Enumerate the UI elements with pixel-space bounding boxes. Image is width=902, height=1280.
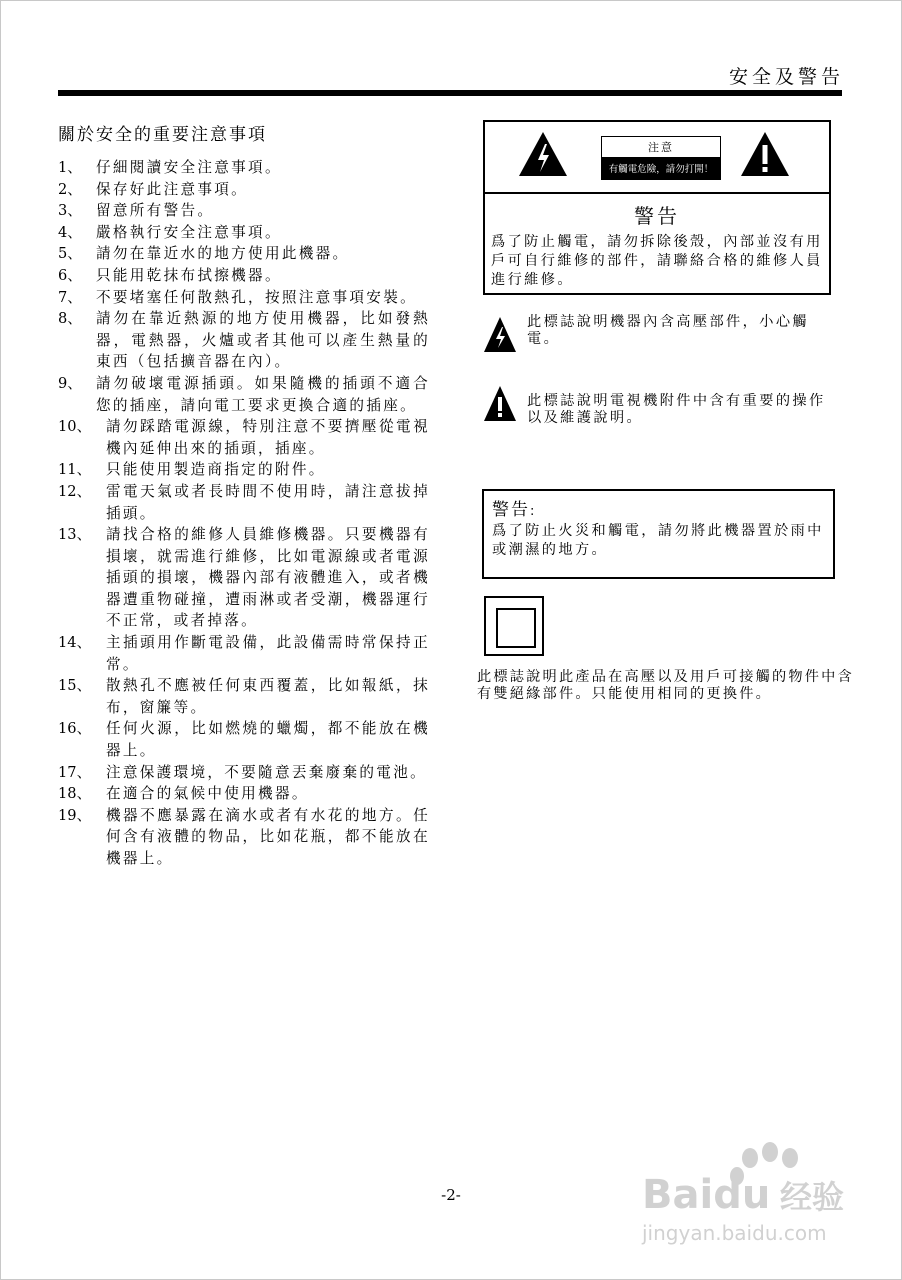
watermark-cn: 经验 [780, 1178, 845, 1216]
item-number: 12、 [58, 482, 92, 500]
list-item [58, 222, 430, 244]
list-item [58, 179, 430, 201]
item-text: 請勿在靠近水的地方使用此機器。 [96, 245, 350, 263]
list-item [58, 805, 430, 870]
list-item [58, 308, 430, 373]
warning-heading: 警告 [634, 204, 680, 228]
item-text: 只能使用製造商指定的附件。 [106, 461, 326, 479]
list-item [58, 481, 430, 524]
item-text: 任何火源，比如燃燒的蠟燭，都不能放在機器上。 [106, 720, 430, 760]
item-text: 請勿在靠近熱源的地方使用機器，比如發熱器，電熱器，火爐或者其他可以產生熱量的東西（包括擴音器在內）。 [96, 310, 430, 371]
item-number: 9、 [58, 374, 82, 392]
caution-label-subtitle: 有觸電危險，請勿打開！ [602, 157, 720, 179]
item-number: 19、 [58, 806, 92, 824]
list-item [58, 524, 430, 632]
list-item [58, 243, 430, 265]
watermark-brand: Baidu [642, 1172, 771, 1218]
watermark-url: jingyan.baidu.com [642, 1221, 827, 1245]
list-item [58, 632, 430, 675]
lightning-triangle-icon [517, 130, 569, 178]
item-number: 4、 [58, 223, 82, 241]
item-text: 主插頭用作斷電設備，此設備需時常保持正常。 [106, 634, 430, 673]
item-text: 請找合格的維修人員維修機器。只要機器有損壞，就需進行維修，比如電源線或者電源插頭的損壞，機器內部有液體進入，或者機器遭重物碰撞，遭雨淋或者受潮，機器運行不正常，或者掉落。 [106, 526, 430, 630]
list-item [58, 373, 430, 416]
item-number: 13、 [58, 526, 92, 544]
shock-warning-box [483, 120, 831, 295]
list-item [58, 200, 430, 222]
double-insulation-text: 此標誌說明此產品在高壓以及用戶可接觸的物件中含有雙絕緣部件。只能使用相同的更換件。 [477, 669, 854, 702]
item-text: 留意所有警告。 [96, 202, 215, 220]
list-item [58, 157, 430, 179]
list-item [58, 416, 430, 459]
list-item [58, 783, 430, 805]
item-number: 7、 [58, 288, 82, 306]
exclamation-symbol-note [483, 383, 841, 427]
page-header-title: 安全及警告 [728, 66, 844, 88]
item-text: 不要堵塞任何散熱孔，按照注意事項安裝。 [96, 288, 417, 306]
lightning-triangle-icon [483, 316, 517, 354]
item-number: 6、 [58, 266, 82, 284]
list-item [58, 287, 430, 309]
caution-heading-colon: : [530, 504, 537, 519]
warning-symbols-row [485, 122, 829, 194]
item-text: 請勿破壞電源插頭。如果隨機的插頭不適合您的插座，請向電工要求更換合適的插座。 [96, 374, 430, 414]
item-text: 只能用乾抹布拭擦機器。 [96, 266, 282, 284]
lightning-symbol-note [483, 314, 841, 358]
double-insulation-icon [484, 596, 544, 656]
item-text: 仔細閱讀安全注意事項。 [96, 159, 282, 176]
fire-caution-box [482, 489, 835, 579]
item-number: 14、 [58, 634, 92, 652]
caution-label [601, 136, 721, 180]
list-item [58, 762, 430, 784]
warning-body: 爲了防止觸電，請勿拆除後殼，內部並沒有用戶可自行維修的部件，請聯絡合格的維修人員進行維修。 [491, 234, 823, 288]
item-number: 3、 [58, 202, 82, 220]
item-number: 16、 [58, 720, 92, 738]
list-item [58, 459, 430, 481]
item-text: 注意保護環境，不要隨意丟棄廢棄的電池。 [106, 763, 427, 781]
item-number: 5、 [58, 245, 82, 263]
item-number: 11、 [58, 461, 92, 479]
item-number: 2、 [58, 180, 82, 198]
item-text: 機器不應暴露在滴水或者有水花的地方。任何含有液體的物品，比如花瓶，都不能放在機器上。 [106, 806, 430, 867]
exclamation-triangle-icon [739, 130, 791, 178]
item-text: 雷電天氣或者長時間不使用時，請注意拔掉插頭。 [106, 482, 430, 522]
page-number: -2- [441, 1186, 461, 1204]
item-text: 請勿踩踏電源線，特別注意不要擠壓從電視機內延伸出來的插頭，插座。 [106, 418, 430, 457]
item-number: 15、 [58, 677, 92, 695]
item-number: 17、 [58, 763, 92, 781]
item-text: 在適合的氣候中使用機器。 [106, 785, 309, 803]
instruction-list [58, 157, 430, 870]
list-item [58, 718, 430, 761]
item-number: 8、 [58, 310, 82, 328]
list-item [58, 265, 430, 287]
item-number: 1、 [58, 159, 82, 176]
exclamation-symbol-text: 此標誌說明電視機附件中含有重要的操作以及維護說明。 [527, 393, 826, 426]
caution-body: 爲了防止火災和觸電，請勿將此機器置於雨中或潮濕的地方。 [492, 523, 824, 558]
item-text: 嚴格執行安全注意事項。 [96, 223, 282, 241]
header-rule [58, 90, 842, 96]
caution-heading [492, 495, 825, 520]
lightning-symbol-text: 此標誌說明機器內含高壓部件，小心觸電。 [527, 314, 809, 347]
item-number: 10、 [58, 418, 92, 436]
item-number: 18、 [58, 785, 92, 803]
item-text: 保存好此注意事項。 [96, 180, 249, 198]
exclamation-triangle-icon [483, 385, 517, 423]
caution-label-title: 注意 [602, 137, 720, 157]
safety-instructions [58, 120, 430, 870]
list-item [58, 675, 430, 718]
item-text: 散熱孔不應被任何東西覆蓋，比如報紙，抹布，窗簾等。 [106, 677, 430, 716]
caution-heading-text: 警告 [492, 500, 530, 520]
baidu-jingyan-watermark [640, 1140, 870, 1250]
section-heading: 關於安全的重要注意事項 [58, 125, 267, 145]
